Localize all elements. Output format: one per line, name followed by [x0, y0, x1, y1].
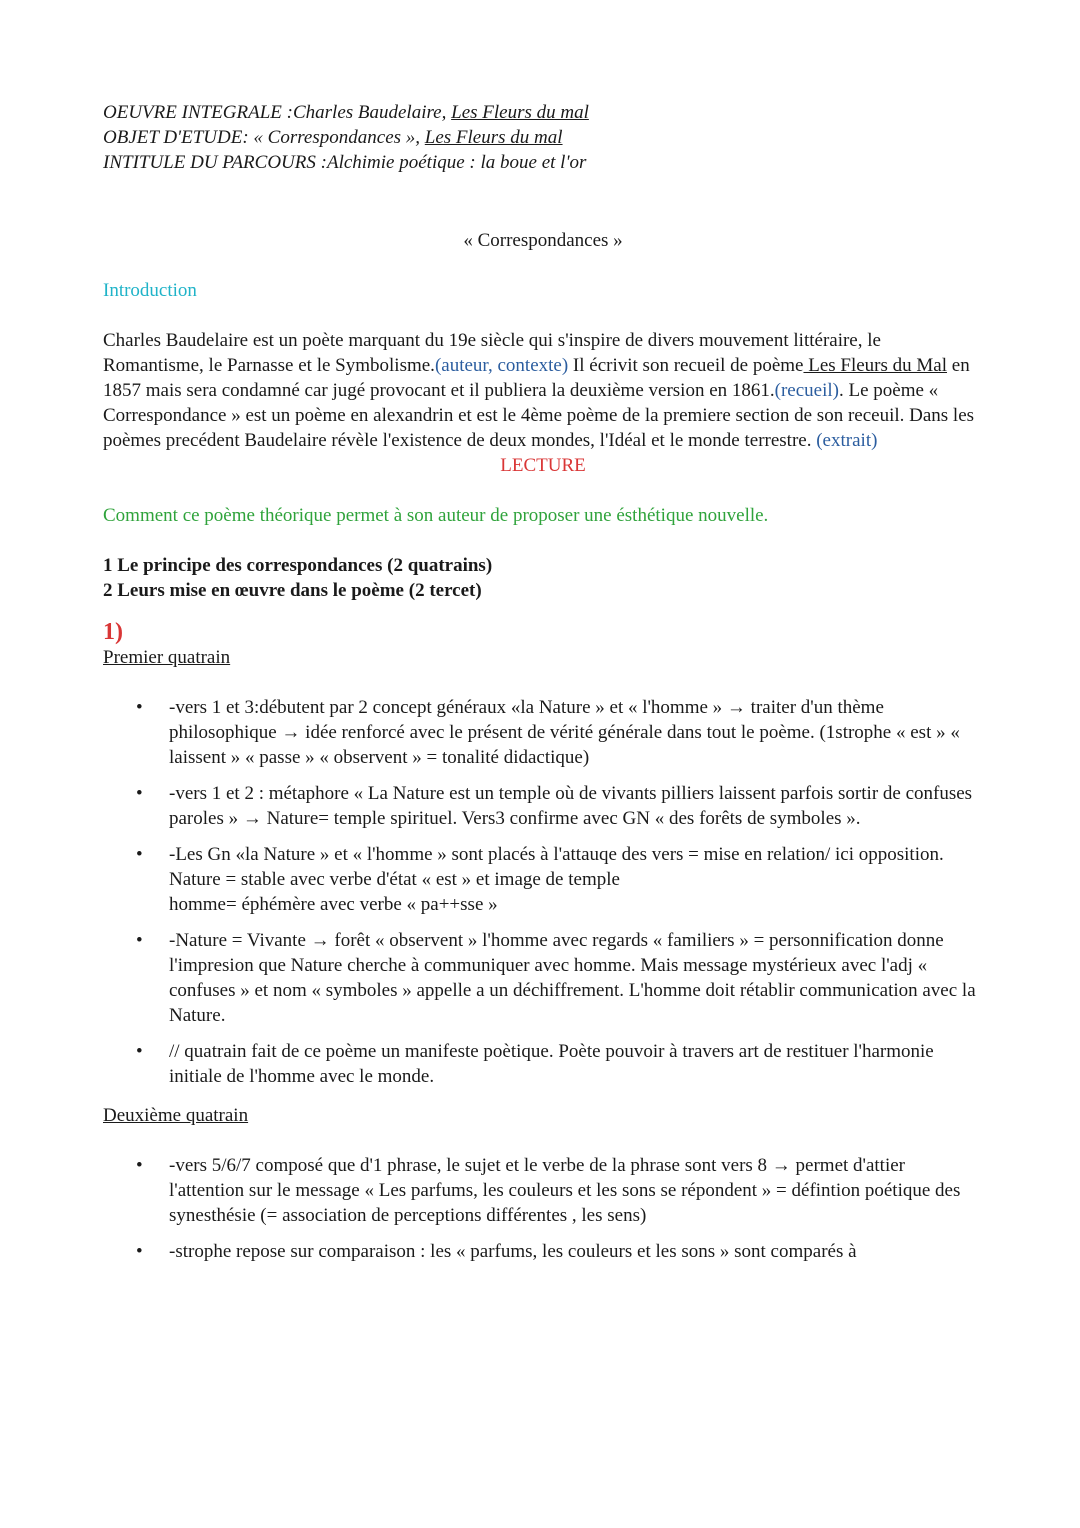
list-item-text: -vers 1 et 3:débutent par 2 concept généraux «la Nature » et « l'homme » → traiter d'un thème philosophique → idée renforcé avec le présent de vérité générale dans tout le poème. (1strophe « est » « laissent » « passe » « observent » = tonalité didactique) [169, 697, 960, 768]
list-item [103, 928, 983, 1028]
intro-text-2: Il écrivit son recueil de poème [568, 355, 804, 376]
list-item [103, 1239, 983, 1264]
part-number: 1) [103, 619, 123, 645]
bullet-icon: • [136, 1241, 143, 1262]
intro-text-3: en 1857 mais sera condamné car jugé provocant et il publiera la deuxième version en 1861. [103, 355, 970, 401]
subheading-deuxieme-quatrain: Deuxième quatrain [103, 1105, 249, 1126]
list-item-text: -vers 5/6/7 composé que d'1 phrase, le sujet et le verbe de la phrase sont vers 8 → permet d'attier l'attention sur le message « Les parfums, les couleurs et les sons se répondent » = défintion poétique des synesthésie (= association de perceptions différentes , les sens) [169, 1155, 961, 1226]
header-oeuvre [103, 100, 983, 125]
premier-quatrain-list [103, 695, 983, 1089]
list-item-text: -Les Gn «la Nature » et « l'homme » sont placés à l'attauqe des vers = mise en relation/ ici opposition. Nature = stable avec verbe d'état « est » et image de temple homme= éphémère avec verbe « pa++sse » [169, 844, 944, 915]
list-item [103, 695, 983, 770]
document-body [103, 100, 983, 1275]
bullet-icon: • [136, 1041, 143, 1062]
header-parcours: INTITULE DU PARCOURS :Alchimie poétique : la boue et l'or [103, 152, 587, 173]
intro-text-1: Charles Baudelaire est un poète marquant du 19e siècle qui s'inspire de divers mouvement littéraire, le Romantisme, le Parnasse et le Symbolisme. [103, 330, 881, 376]
deuxieme-quatrain-list [103, 1153, 983, 1264]
lecture-heading: LECTURE [500, 455, 586, 476]
bullet-icon: • [136, 783, 143, 804]
list-item [103, 842, 983, 917]
header-oeuvre-book: Les Fleurs du mal [451, 102, 589, 123]
intro-paragraph [103, 328, 983, 453]
header-oeuvre-text: OEUVRE INTEGRALE :Charles Baudelaire, [103, 102, 452, 123]
problematique: Comment ce poème théorique permet à son auteur de proposer une ésthétique nouvelle. [103, 505, 769, 526]
intro-book-title: Les Fleurs du Mal [803, 355, 948, 376]
bullet-icon: • [136, 930, 143, 951]
header-objet [103, 125, 983, 150]
header-objet-text: OBJET D'ETUDE: « Correspondances », [103, 127, 425, 148]
intro-tag-recueil: (recueil) [774, 380, 839, 401]
intro-tag-auteur: (auteur, contexte) [434, 355, 569, 376]
bullet-icon: • [136, 697, 143, 718]
plan-item-2: 2 Leurs mise en œuvre dans le poème (2 tercet) [103, 580, 482, 601]
list-item-text: // quatrain fait de ce poème un manifeste poètique. Poète pouvoir à travers art de restituer l'harmonie initiale de l'homme avec le monde. [169, 1041, 934, 1087]
bullet-icon: • [136, 844, 143, 865]
poem-title: « Correspondances » [463, 230, 623, 251]
list-item-text: -strophe repose sur comparaison : les « parfums, les couleurs et les sons » sont comparés à [169, 1241, 857, 1262]
list-item-text: -Nature = Vivante → forêt « observent » l'homme avec regards « familiers » = personnification donne l'impresion que Nature cherche à communiquer avec homme. Mais message mystérieux avec l'adj « confuses » et nom « symboles » appelle a un déchiffrement. L'homme doit rétablir communication avec la Nature. [169, 930, 976, 1026]
plan-item-1: 1 Le principe des correspondances (2 quatrains) [103, 555, 493, 576]
list-item [103, 1153, 983, 1228]
subheading-premier-quatrain: Premier quatrain [103, 647, 231, 668]
list-item-text: -vers 1 et 2 : métaphore « La Nature est un temple où de vivants pilliers laissent parfois sortir de confuses paroles » → Nature= temple spirituel. Vers3 confirme avec GN « des forêts de symboles ». [169, 783, 973, 829]
header-objet-book: Les Fleurs du mal [424, 127, 563, 148]
list-item [103, 781, 983, 831]
list-item [103, 1039, 983, 1089]
intro-text-4: . Le poème « Correspondance » est un poème en alexandrin et est le 4ème poème de la premiere section de son receuil. Dans les poèmes precédent Baudelaire révèle l'existence de deux mondes, l'Idéal et le monde terrestre. [103, 380, 975, 451]
bullet-icon: • [136, 1155, 143, 1176]
intro-heading: Introduction [103, 280, 197, 301]
intro-tag-extrait: (extrait) [816, 430, 878, 451]
